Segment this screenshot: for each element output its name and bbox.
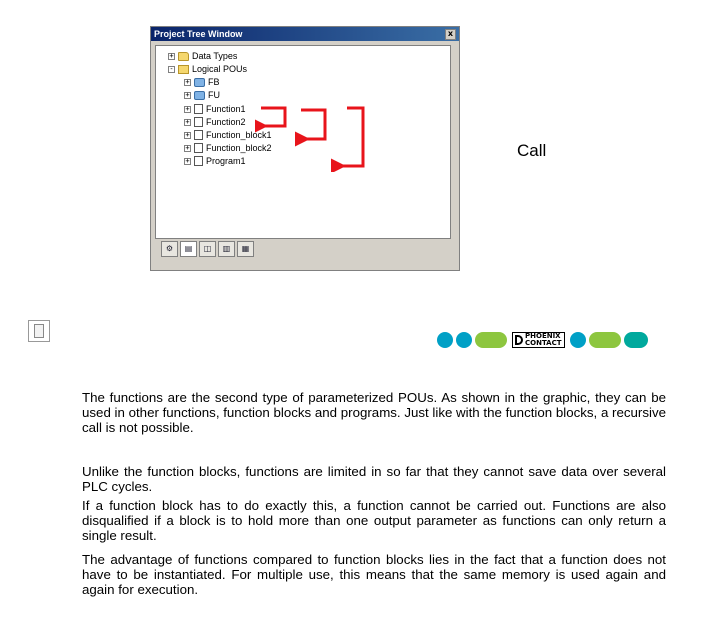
expand-icon[interactable]: + [185, 77, 190, 86]
tree-node-label: Function1 [206, 104, 246, 114]
tree-node-label: Function_block2 [206, 143, 272, 153]
tree-node-logical-pous[interactable] [168, 63, 247, 75]
tab-hardware[interactable]: ▦ [237, 241, 254, 257]
tab-instances[interactable]: ▥ [218, 241, 235, 257]
expand-icon[interactable]: + [185, 143, 190, 152]
collapse-icon[interactable]: - [169, 64, 174, 73]
tree-node-label: Data Types [192, 51, 238, 61]
tree-node-fb[interactable] [184, 76, 220, 88]
logo-pill-green [589, 332, 621, 348]
logo-dot-blue [437, 332, 453, 348]
folder-open-icon [178, 65, 189, 74]
logo-pill-teal [624, 332, 648, 348]
logo-wordmark [512, 332, 565, 348]
tree-node-label: Function_block1 [206, 130, 272, 140]
phoenix-contact-logo [437, 332, 648, 348]
expand-icon[interactable]: + [185, 117, 190, 126]
function-block-icon [28, 320, 50, 342]
paragraph-3: If a function block has to do exactly this, a function cannot be carried out. Functions are also disqualified if a block is to hold more than one output parameter as functions can only return a single result. [82, 498, 666, 543]
logo-pill-green [475, 332, 507, 348]
logo-symbol-icon [515, 335, 523, 345]
tree-node-fu[interactable] [184, 89, 220, 101]
fu-icon [194, 91, 205, 100]
tree-node-label: Function2 [206, 117, 246, 127]
call-arrows [255, 102, 375, 172]
expand-icon[interactable]: + [185, 104, 190, 113]
tree-node-program1[interactable] [184, 155, 246, 167]
pou-icon [194, 117, 203, 127]
paragraph-4: The advantage of functions compared to function blocks lies in the fact that a function does not have to be instantiated. For multiple use, this means that the same memory is used again and again for execution. [82, 552, 666, 597]
logo-line2: CONTACT [525, 339, 562, 347]
paragraph-2: Unlike the function blocks, functions are limited in so far that they cannot save data over several PLC cycles. [82, 464, 666, 494]
tab-settings[interactable]: ⚙ [161, 241, 178, 257]
folder-icon [178, 52, 189, 61]
window-tabs [161, 241, 281, 261]
logo-line1: PHOENIX [525, 332, 561, 340]
logo-dot-blue [456, 332, 472, 348]
logo-dot-blue [570, 332, 586, 348]
arrow-function1-to-function2 [261, 108, 285, 126]
paragraph-1: The functions are the second type of parameterized POUs. As shown in the graphic, they can be used in other functions, function blocks and programs. Just like with the function blocks, a recursive call is not possible. [82, 390, 666, 435]
pou-icon [194, 156, 203, 166]
tab-libraries[interactable]: ◫ [199, 241, 216, 257]
tree-node-function2[interactable] [184, 116, 246, 128]
tree-node-data-types[interactable] [168, 50, 237, 62]
pou-icon [194, 104, 203, 114]
arrow-function2-to-function-block1 [301, 110, 325, 139]
close-icon[interactable]: x [445, 29, 456, 40]
arrow-to-program1 [343, 108, 363, 166]
pou-icon [194, 130, 203, 140]
fb-icon [194, 78, 205, 87]
tree-node-function1[interactable] [184, 103, 246, 115]
expand-icon[interactable]: + [185, 90, 190, 99]
expand-icon[interactable]: + [169, 51, 174, 60]
tree-node-label: FU [208, 90, 220, 100]
tree-node-label: FB [208, 77, 220, 87]
window-title-text: Project Tree Window [154, 29, 243, 39]
expand-icon[interactable]: + [185, 130, 190, 139]
tree-node-label: Logical POUs [192, 64, 248, 74]
tab-project[interactable]: ▤ [180, 241, 197, 257]
tree-node-label: Program1 [206, 156, 246, 166]
call-label: Call [517, 141, 547, 160]
pou-icon [194, 143, 203, 153]
expand-icon[interactable]: + [185, 156, 190, 165]
window-title [151, 27, 459, 41]
